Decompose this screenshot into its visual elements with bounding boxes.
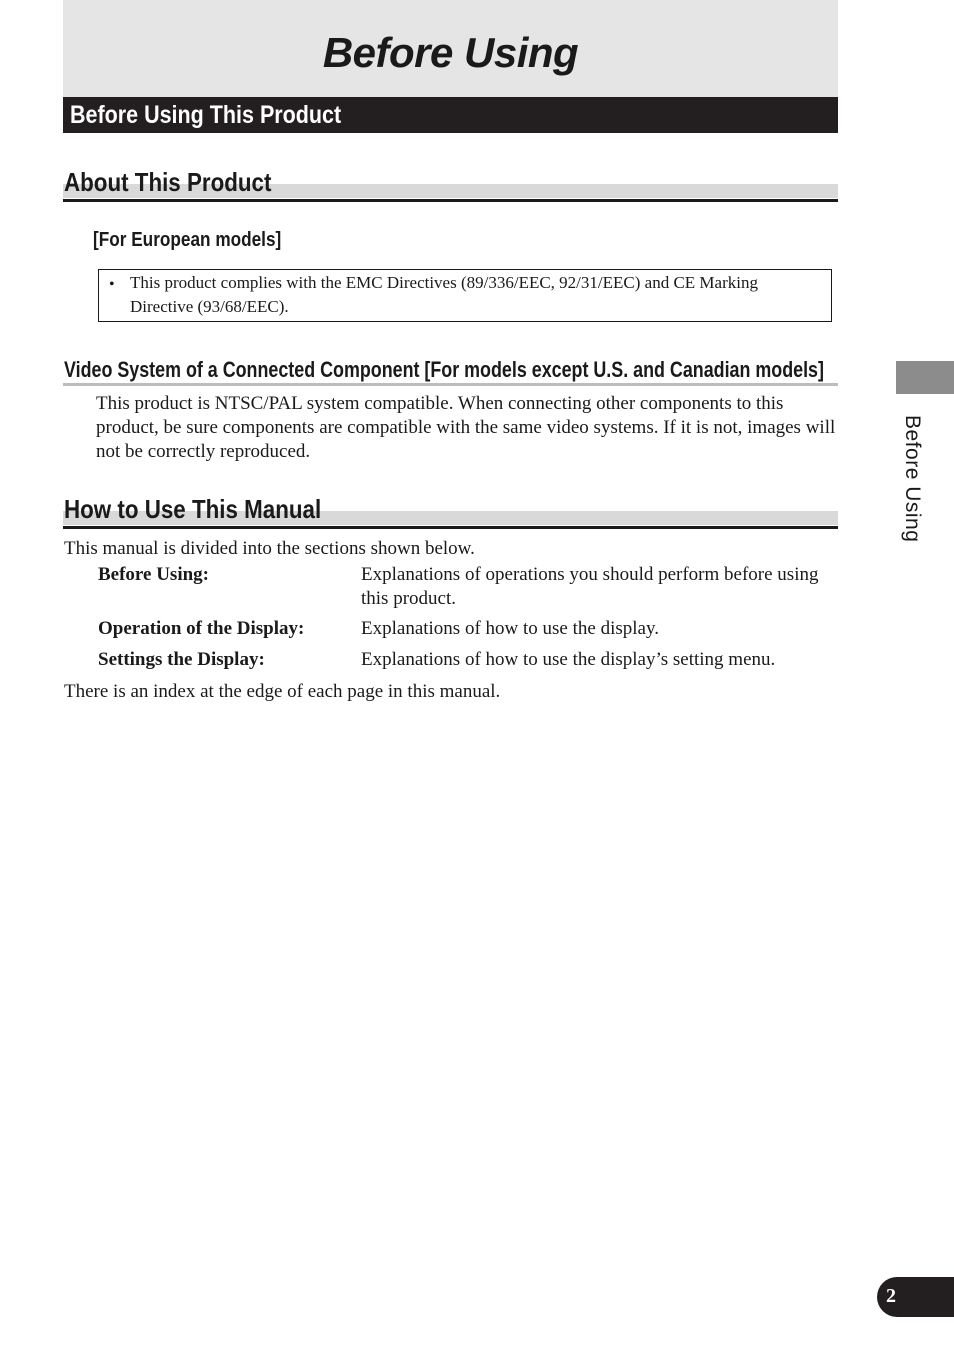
video-system-body: This product is NTSC/PAL system compatible. When connecting other components to this product, be sure components are compatible with the same video systems. If it is not, images will not be correctly reproduced. (96, 393, 836, 462)
about-heading-rule (63, 199, 838, 202)
entry-term: Operation of the Display: (98, 618, 305, 639)
entry-term: Settings the Display: (98, 649, 265, 670)
entry-description: Explanations of operations you should perform before using this product. (361, 564, 819, 609)
index-tab-label: Before Using (901, 415, 924, 543)
entry-term: Before Using: (98, 564, 209, 585)
european-models-subheading: [For European models] (93, 229, 282, 251)
manual-intro: This manual is divided into the sections shown below. (64, 538, 475, 559)
video-system-rule (63, 383, 838, 386)
bullet-marker: • (109, 276, 115, 293)
compliance-note: This product complies with the EMC Directives (89/336/EEC, 92/31/EEC) and CE Marking Directive (93/68/EEC). (130, 273, 758, 316)
manual-heading: How to Use This Manual (64, 494, 322, 524)
manual-heading-rule (63, 526, 838, 529)
index-tab-marker (896, 361, 954, 394)
entry-description: Explanations of how to use the display. (361, 618, 659, 639)
video-system-heading: Video System of a Connected Component [For models except U.S. and Canadian models] (64, 357, 824, 382)
page-number: 2 (886, 1285, 896, 1307)
about-heading: About This Product (64, 167, 272, 197)
chapter-title: Before Using (322, 29, 579, 76)
entry-description: Explanations of how to use the display’s setting menu. (361, 649, 776, 670)
manual-outro: There is an index at the edge of each page in this manual. (64, 681, 501, 702)
section-title: Before Using This Product (70, 101, 342, 129)
compliance-note-box (98, 269, 832, 322)
